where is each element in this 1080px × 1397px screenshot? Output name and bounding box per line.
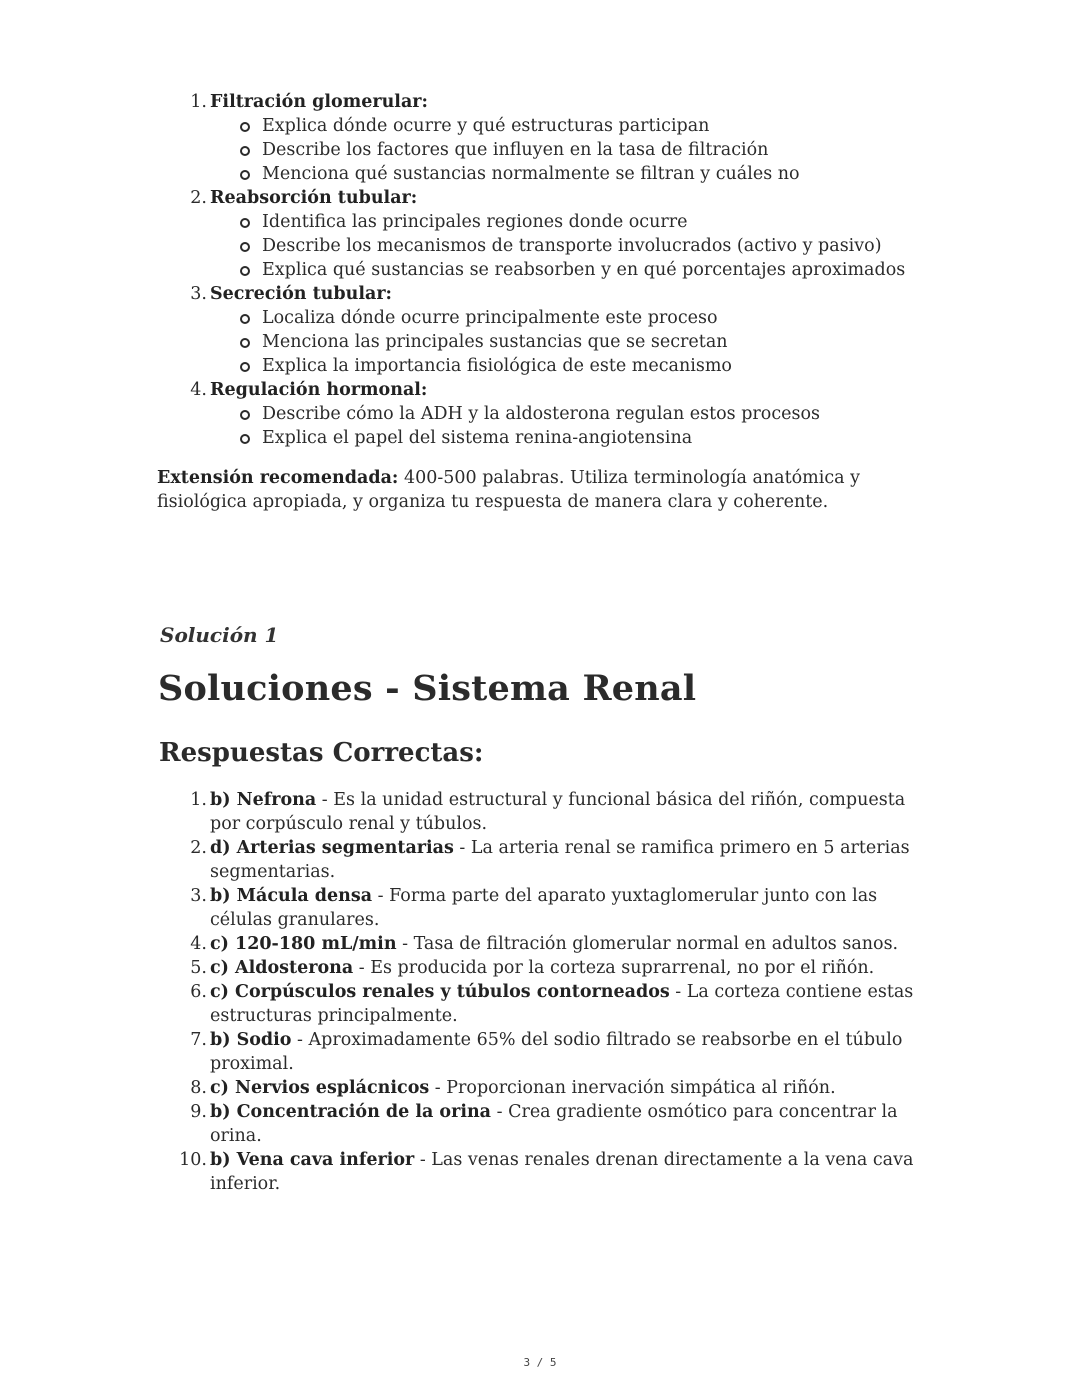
sub-item-text: Explica la importancia fisiológica de este mecanismo [262,356,732,376]
task-item [160,378,940,450]
page-title: Soluciones - Sistema Renal [158,668,697,709]
answer-explanation: - Es la unidad estructural y funcional básica del riñón, compuesta por corpúsculo renal y túbulos. [210,790,906,834]
answer-key: b) Nefrona [210,790,317,810]
answer-number: 8. [190,1078,207,1098]
answer-key: c) Corpúsculos renales y túbulos contorneados [210,982,670,1002]
sub-item [262,114,940,138]
circle-bullet-icon [240,242,250,252]
sub-item [262,402,940,426]
circle-bullet-icon [240,170,250,180]
answer-number: 1. [190,790,207,810]
sub-item [262,306,940,330]
sub-item-text: Menciona las principales sustancias que se secretan [262,332,728,352]
sub-item-text: Localiza dónde ocurre principalmente este proceso [262,308,718,328]
answer-key: c) Aldosterona [210,958,354,978]
task-item [160,282,940,378]
task-title: Reabsorción tubular: [210,188,418,208]
task-number: 4. [190,380,207,400]
sub-item [262,258,940,282]
task-item [160,90,940,186]
answer-item [160,1148,920,1196]
answers-list [160,788,920,1196]
answer-explanation: - Crea gradiente osmótico para concentrar la orina. [210,1102,898,1146]
task-number: 1. [190,92,207,112]
task-number: 3. [190,284,207,304]
answer-explanation: - Proporcionan inervación simpática al riñón. [429,1078,836,1098]
sub-item [262,354,940,378]
extension-note [157,466,917,514]
sub-item-text: Identifica las principales regiones donde ocurre [262,212,688,232]
sub-item [262,162,940,186]
answer-number: 4. [190,934,207,954]
answer-item [160,980,920,1028]
task-title: Regulación hormonal: [210,380,428,400]
answer-key: b) Mácula densa [210,886,373,906]
answer-number: 9. [190,1102,207,1122]
circle-bullet-icon [240,314,250,324]
sub-item-text: Menciona qué sustancias normalmente se filtran y cuáles no [262,164,800,184]
sub-item-text: Describe los mecanismos de transporte involucrados (activo y pasivo) [262,236,882,256]
task-list [160,90,940,450]
circle-bullet-icon [240,410,250,420]
answer-explanation: - Tasa de filtración glomerular normal en adultos sanos. [396,934,899,954]
answer-item [160,788,920,836]
sub-item [262,426,940,450]
sub-item-text: Explica el papel del sistema renina-angiotensina [262,428,693,448]
circle-bullet-icon [240,362,250,372]
answer-key: c) 120-180 mL/min [210,934,397,954]
solution-label: Solución 1 [160,623,279,647]
circle-bullet-icon [240,146,250,156]
circle-bullet-icon [240,434,250,444]
sub-item [262,210,940,234]
extension-text: 400-500 palabras. Utiliza terminología anatómica y fisiológica apropiada, y organiza tu respuesta de manera clara y coherente. [157,468,861,512]
answer-item [160,1076,920,1100]
answer-key: b) Sodio [210,1030,292,1050]
answer-item [160,1100,920,1148]
page-number: 3 / 5 [523,1356,557,1369]
section-heading: Respuestas Correctas: [159,738,484,768]
sub-item-text: Explica dónde ocurre y qué estructuras participan [262,116,710,136]
circle-bullet-icon [240,338,250,348]
answer-item [160,956,920,980]
task-sublist [210,306,940,378]
answer-key: c) Nervios esplácnicos [210,1078,430,1098]
answer-key: d) Arterias segmentarias [210,838,454,858]
answer-number: 3. [190,886,207,906]
answer-explanation: - Es producida por la corteza suprarrenal, no por el riñón. [353,958,875,978]
answer-explanation: - Aproximadamente 65% del sodio filtrado se reabsorbe en el túbulo proximal. [210,1030,903,1074]
answer-key: b) Concentración de la orina [210,1102,492,1122]
sub-item [262,330,940,354]
answer-explanation: - La corteza contiene estas estructuras principalmente. [210,982,914,1026]
task-number: 2. [190,188,207,208]
answer-number: 5. [190,958,207,978]
extension-label: Extensión recomendada: [157,468,399,488]
answer-explanation: - La arteria renal se ramifica primero en 5 arterias segmentarias. [210,838,910,882]
answer-number: 2. [190,838,207,858]
task-title: Secreción tubular: [210,284,393,304]
task-title: Filtración glomerular: [210,92,428,112]
sub-item-text: Describe los factores que influyen en la tasa de filtración [262,140,769,160]
answer-item [160,1028,920,1076]
task-sublist [210,114,940,186]
sub-item-text: Explica qué sustancias se reabsorben y en qué porcentajes aproximados [262,260,906,280]
sub-item-text: Describe cómo la ADH y la aldosterona regulan estos procesos [262,404,820,424]
task-sublist [210,210,940,282]
sub-item [262,138,940,162]
answer-explanation: - Forma parte del aparato yuxtaglomerular junto con las células granulares. [210,886,878,930]
circle-bullet-icon [240,266,250,276]
circle-bullet-icon [240,218,250,228]
answer-item [160,836,920,884]
answer-explanation: - Las venas renales drenan directamente a la vena cava inferior. [210,1150,914,1194]
answer-number: 7. [190,1030,207,1050]
circle-bullet-icon [240,122,250,132]
answer-key: b) Vena cava inferior [210,1150,415,1170]
sub-item [262,234,940,258]
answer-number: 10. [179,1150,207,1170]
task-item [160,186,940,282]
answer-item [160,884,920,932]
answer-number: 6. [190,982,207,1002]
answer-item [160,932,920,956]
task-sublist [210,402,940,450]
